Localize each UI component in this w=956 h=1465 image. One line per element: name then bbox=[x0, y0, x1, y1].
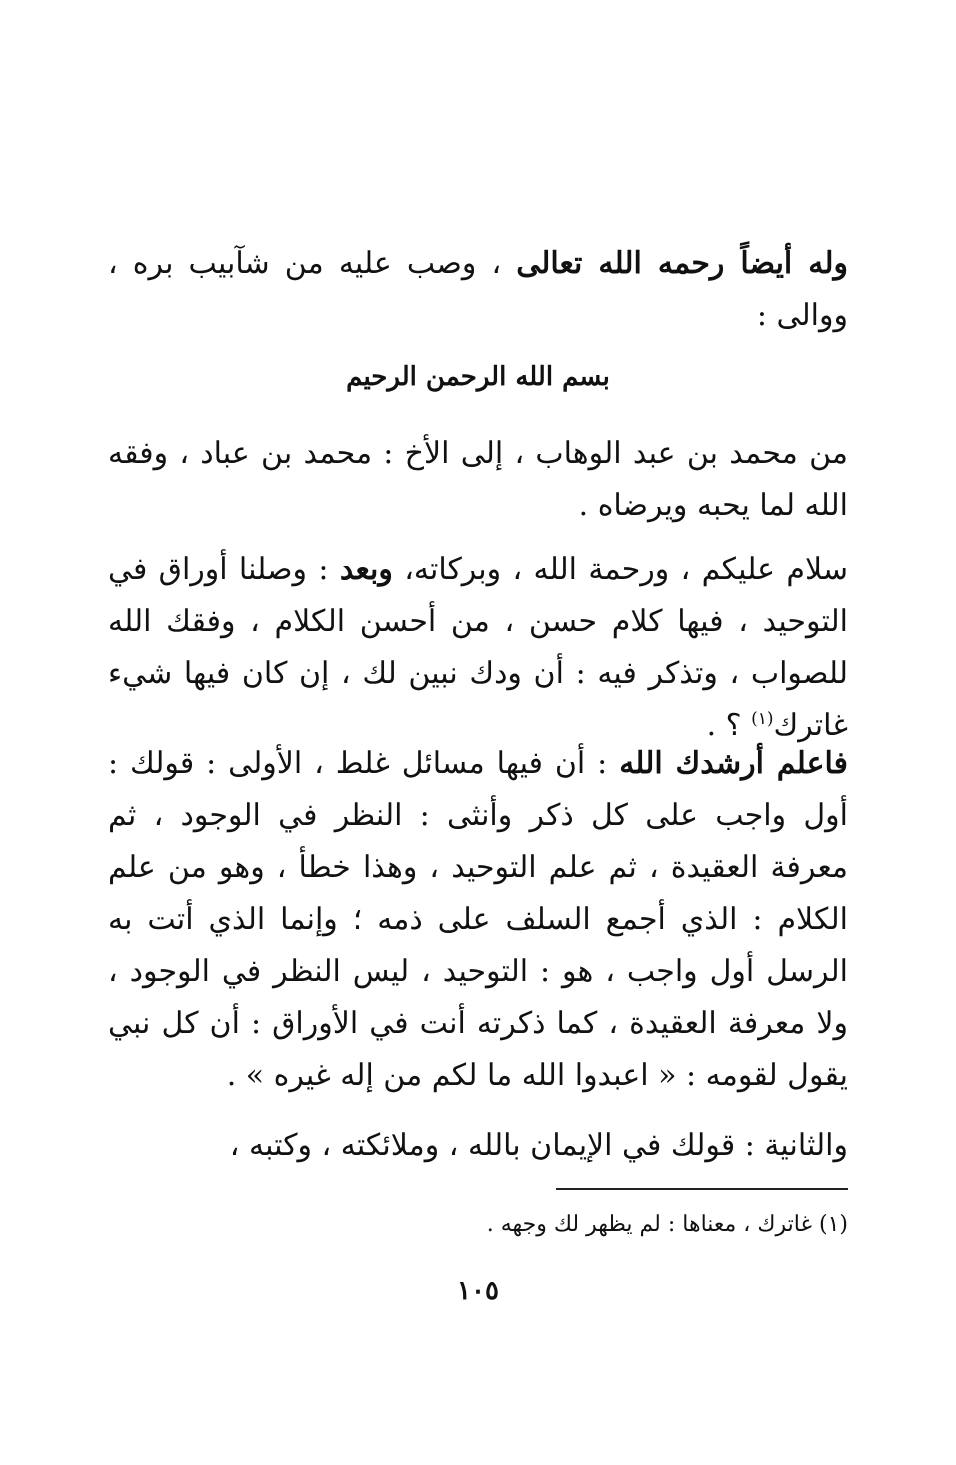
footnote-marker: (١) bbox=[751, 709, 774, 729]
greeting-bold-word: وبعد bbox=[339, 552, 393, 587]
basmala-heading: بسم الله الرحمن الرحيم bbox=[346, 362, 610, 392]
intro-paragraph bbox=[108, 238, 848, 342]
address-paragraph: من محمد بن عبد الوهاب ، إلى الأخ : محمد بن عباد ، وفقه الله لما يحبه ويرضاه . bbox=[108, 436, 848, 523]
first-issue-text: : أن فيها مسائل غلط ، الأولى : قولك : أول واجب على كل ذكر وأنثى : النظر في الوجود ، ثم معرفة العقيدة ، ثم علم التوحيد ، وهذا خطأ ، وهو من علم الكلام : الذي أجمع السلف على ذمه ؛ وإنما الذي أتت به الرسل أول واجب ، هو : التوحيد ، ليس النظر في الوجود ، ولا معرفة العقيدة ، كما ذكرته أنت في الأوراق : أن كل نبي يقول لقومه : « اعبدوا الله ما لكم من إله غيره » . bbox=[108, 746, 848, 1093]
second-issue-paragraph: والثانية : قولك في الإيمان بالله ، وملائكته ، وكتبه ، bbox=[229, 1128, 848, 1163]
greeting-end: ؟ . bbox=[706, 708, 742, 743]
intro-bold-heading: وله أيضاً رحمه الله تعالى bbox=[516, 246, 848, 281]
greeting-text-1: سلام عليكم ، ورحمة الله ، وبركاته، bbox=[404, 552, 848, 587]
first-issue-paragraph bbox=[108, 738, 848, 1102]
greeting-text-2: : وصلنا أوراق في التوحيد ، فيها كلام حسن ، من أحسن الكلام ، وفقك الله للصواب ، وتذكر فيه : أن ودك نبين لك ، إن كان فيها شيء غاترك bbox=[108, 552, 848, 743]
footnote-divider bbox=[556, 1188, 848, 1190]
greeting-paragraph bbox=[108, 544, 848, 752]
first-issue-bold: فاعلم أرشدك الله bbox=[619, 746, 848, 781]
intro-text: ، وصب عليه من شآبيب بره ، ووالى : bbox=[108, 246, 848, 333]
page-number: ١٠٥ bbox=[457, 1276, 499, 1306]
footnote-text: (١) غاترك ، معناها : لم يظهر لك وجهه . bbox=[486, 1212, 848, 1237]
